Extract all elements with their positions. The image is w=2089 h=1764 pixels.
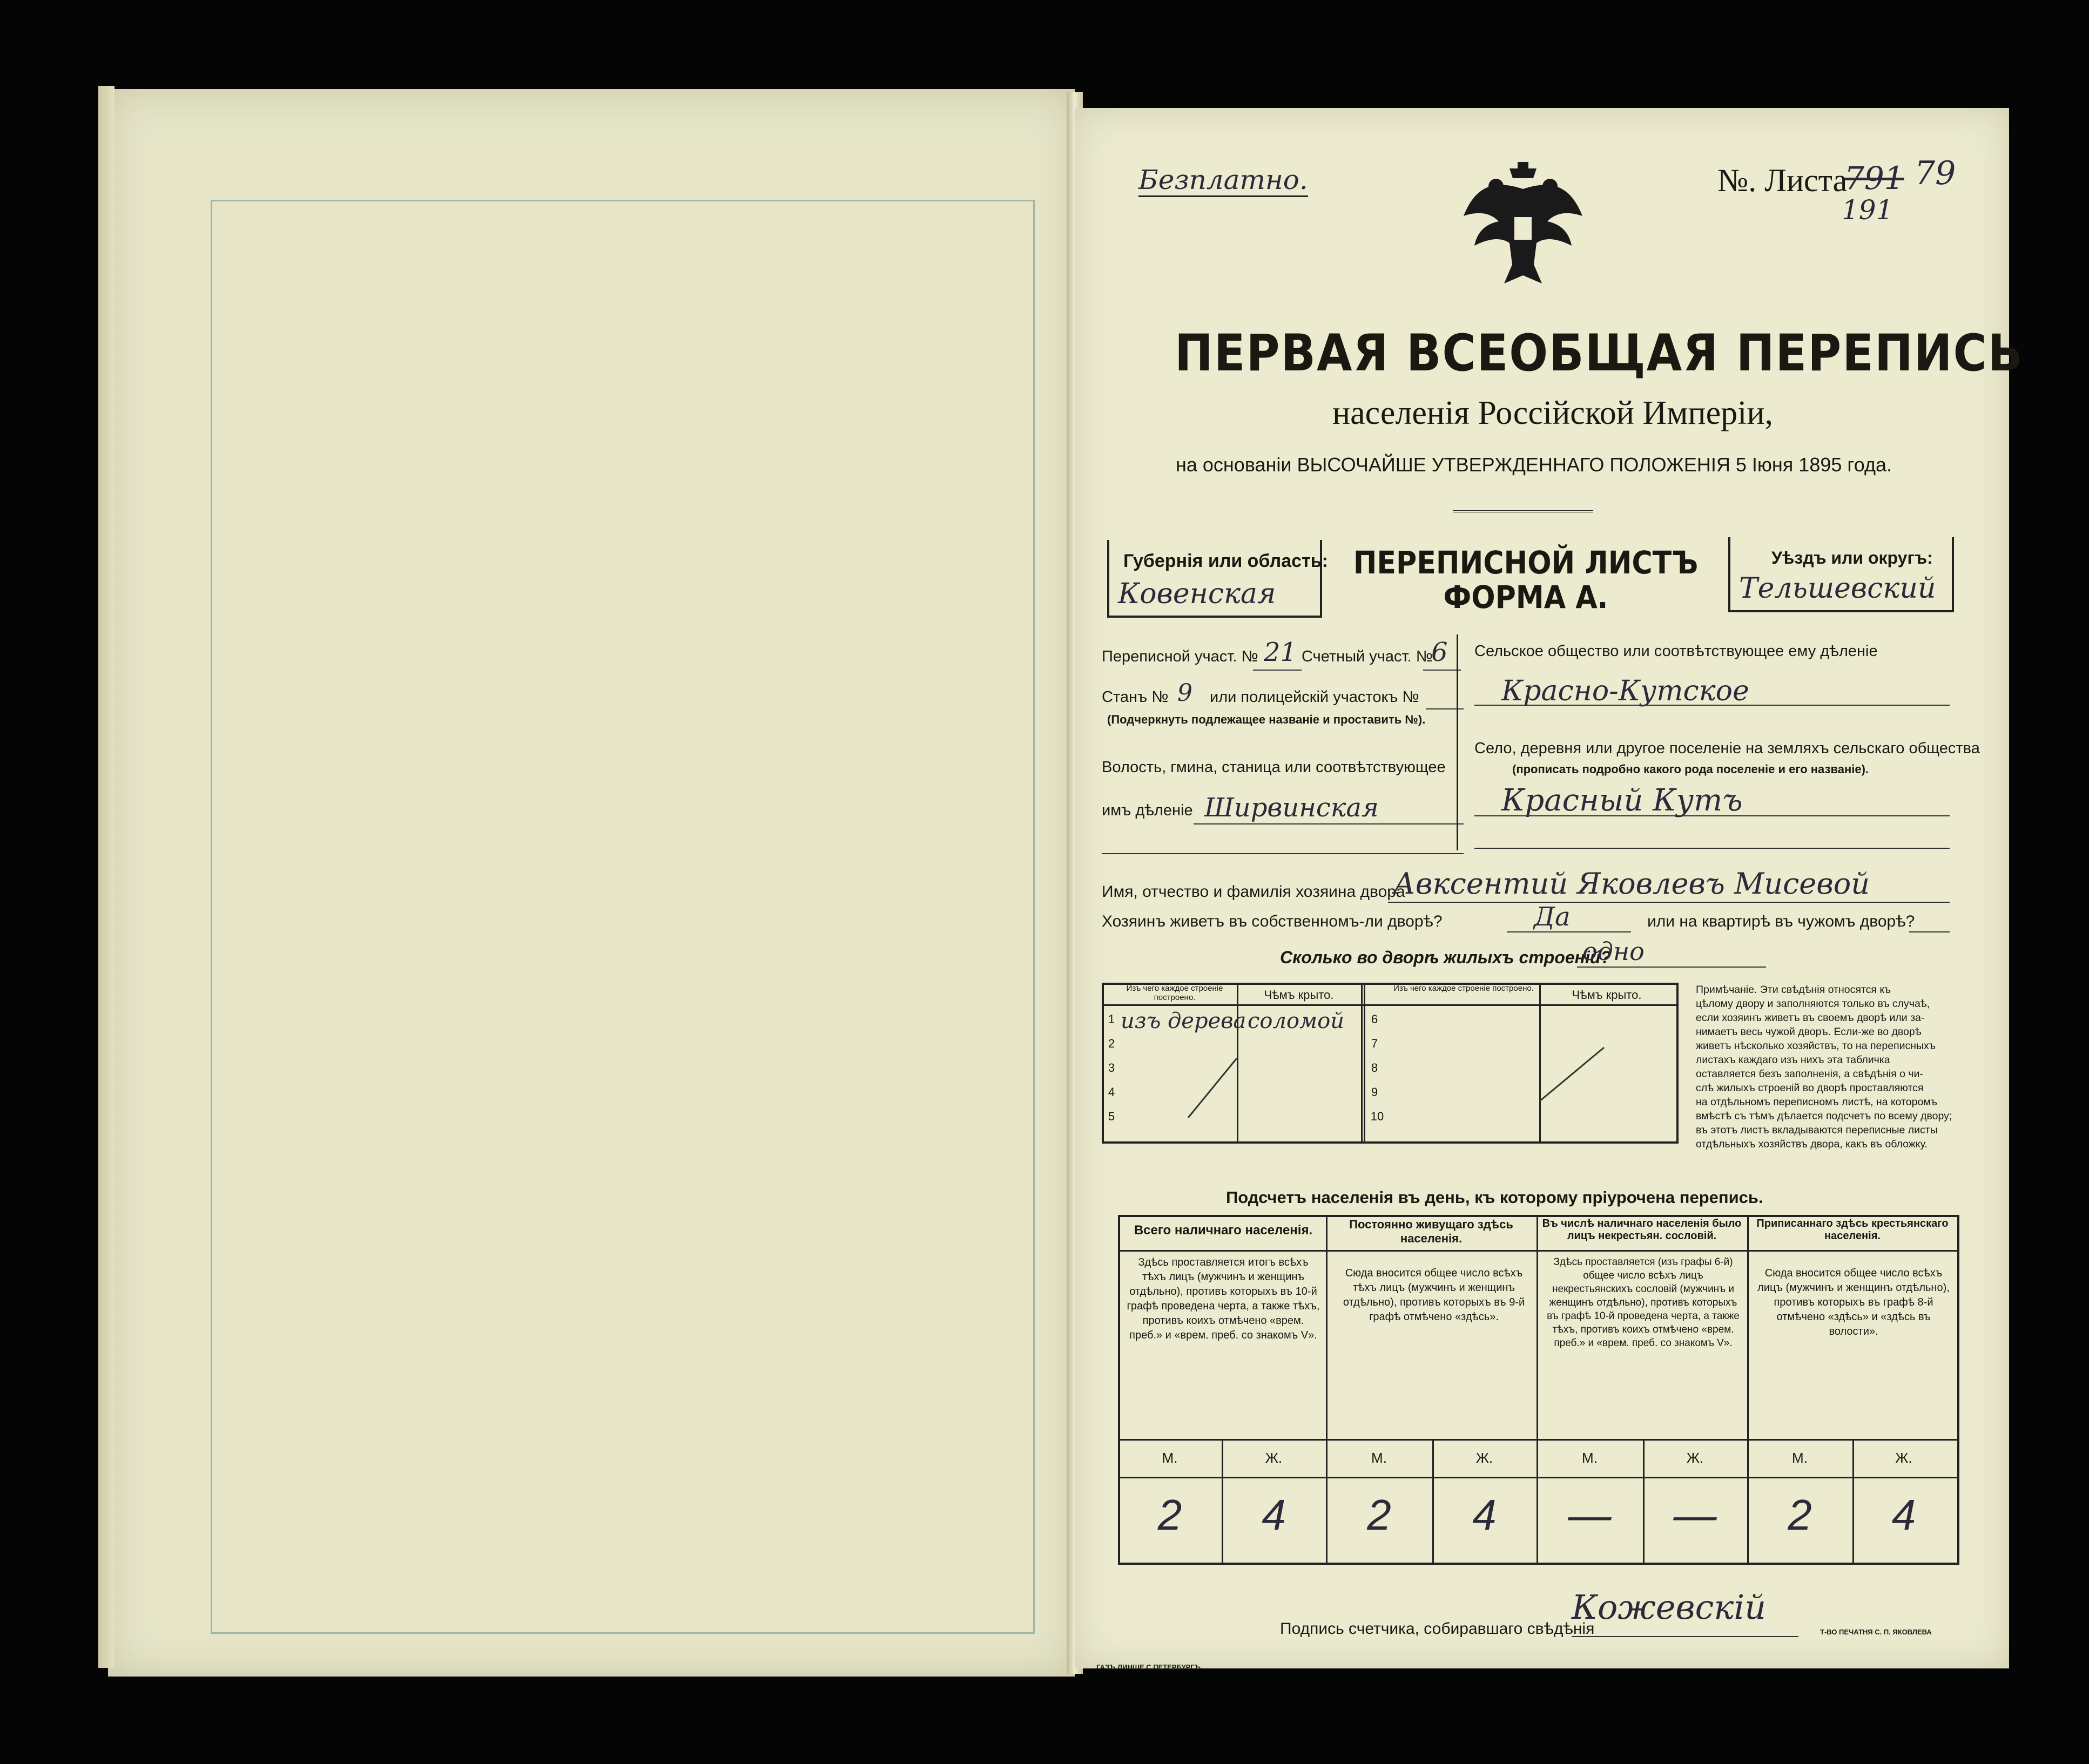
f-label: Ж. xyxy=(1265,1450,1283,1466)
village-note: (прописать подробно какого рода поселеніе и его названіе). xyxy=(1512,762,1869,776)
note-block: Примѣчаніе. Эти свѣдѣнія относятся къ цѣлому двору и заполняются только въ случаѣ, если хозяинъ живетъ въ своемъ дворѣ или за- нимаетъ весь чужой дворъ. Если-же во дворѣ живетъ нѣсколько хозяйствъ, то на переписныхъ листахъ каждаго изъ нихъ эта табличка оставляется безъ заполненія, а свѣдѣнія о чи- слѣ жилыхъ строеній во дворѣ проставляются на отдѣльномъ переписномъ листѣ, на которомъ вмѣстѣ съ тѣмъ дѣлается подсчетъ по всему двору; въ этотъ листъ вкладываются переписные листы отдѣльныхъ хозяйствъ двора, какъ въ обложку. xyxy=(1696,984,1952,1150)
pop-registered-f[interactable]: 4 xyxy=(1891,1491,1916,1539)
row-num: 7 xyxy=(1371,1037,1378,1050)
counting-district-label: Счетный участ. № xyxy=(1302,648,1433,665)
volost-label-2: имъ дѣленіе xyxy=(1102,802,1193,819)
volost-label: Волость, гмина, станица или соотвѣтствующее xyxy=(1102,759,1446,776)
owner-label: Имя, отчество и фамилія хозяина двора xyxy=(1102,883,1405,901)
village-label: Село, деревня или другое поселеніе на земляхъ сельскаго общества xyxy=(1474,740,1980,757)
col-material-right: Изъ чего каждое строеніе построено. xyxy=(1393,984,1534,993)
census-subtitle: населенія Россійской Имперіи, xyxy=(1332,395,1774,431)
sheet-sub-number: 191 xyxy=(1842,194,1893,226)
left-imprint: ГАЗЪ ЛИНШЕ С.ПЕТЕРБУРГЪ xyxy=(1096,1663,1201,1671)
own-house-label: Хозяинъ живетъ въ собственномъ-ли дворѣ? xyxy=(1102,913,1443,930)
census-district-value[interactable]: 21 xyxy=(1264,637,1297,667)
pop-nonpeasant-m[interactable]: — xyxy=(1568,1491,1612,1539)
census-sheet xyxy=(1075,108,2024,1671)
sheet-number-label: №. Листа xyxy=(1717,163,1848,198)
f-label: Ж. xyxy=(1895,1450,1912,1466)
left-page xyxy=(108,89,1075,1677)
pop-col3-head: Въ числѣ наличнаго населенія было лицъ некрестьян. сословій. xyxy=(1542,1218,1742,1242)
population-title: Подсчетъ населенія въ день, къ которому пріурочена перепись. xyxy=(1226,1188,1763,1207)
pop-col1-desc: Здѣсь проставляется итогъ всѣхъ тѣхъ лицъ (мужчинъ и женщинъ отдѣльно), противъ которыхъ въ 10-й графѣ проведена черта, а также тѣхъ, противъ коихъ отмѣчено «врем. преб.» и «врем. преб. со знакомъ V». xyxy=(1127,1256,1320,1341)
row-num: 3 xyxy=(1108,1061,1115,1074)
buildings-label: Сколько во дворѣ жилыхъ строеній? xyxy=(1280,948,1611,967)
pop-col2-desc: Сюда вносится общее число всѣхъ тѣхъ лицъ (мужчинъ и женщинъ отдѣльно), противъ которыхъ въ 9-й графѣ отмѣчено «здѣсь». xyxy=(1343,1267,1525,1323)
signature-value[interactable]: Кожевскій xyxy=(1572,1587,1767,1627)
right-imprint: Т-ВО ПЕЧАТНЯ С. П. ЯКОВЛЕВА xyxy=(1820,1628,1932,1636)
col-roof-left: Чѣмъ крыто. xyxy=(1264,988,1334,1002)
rent-label: или на квартирѣ въ чужомъ дворѣ? xyxy=(1647,913,1915,930)
stan-value[interactable]: 9 xyxy=(1177,679,1192,707)
pop-col4-head: Приписаннаго здѣсь крестьянскаго населенія. xyxy=(1756,1218,1949,1242)
m-label: М. xyxy=(1582,1450,1598,1466)
m-label: М. xyxy=(1371,1450,1387,1466)
pop-nonpeasant-f[interactable]: — xyxy=(1673,1491,1717,1539)
pop-col2-head: Постоянно живущаго здѣсь населенія. xyxy=(1349,1218,1513,1245)
strike-marks xyxy=(1167,1037,1663,1128)
free-label: Безплатно. xyxy=(1138,164,1308,197)
row-num: 4 xyxy=(1108,1085,1115,1099)
census-district-label: Переписной участ. № xyxy=(1102,648,1258,665)
police-label: или полицейскій участокъ № xyxy=(1210,688,1419,706)
society-label: Сельское общество или соотвѣтствующее ему дѣленіе xyxy=(1474,643,1878,660)
pop-col1-head: Всего наличнаго населенія. xyxy=(1134,1223,1313,1238)
m-label: М. xyxy=(1792,1450,1808,1466)
row-num: 8 xyxy=(1371,1061,1378,1074)
col-material-left: Изъ чего каждое строеніе построено. xyxy=(1126,984,1223,1002)
row-num: 6 xyxy=(1371,1012,1378,1026)
pop-total-m[interactable]: 2 xyxy=(1157,1491,1182,1539)
census-basis: на основаніи ВЫСОЧАЙШЕ УТВЕРЖДЕННАГО ПОЛОЖЕНІЯ 5 Іюня 1895 года. xyxy=(1175,454,1892,476)
sheet-number-crossed: 791 xyxy=(1844,160,1904,197)
stan-label: Станъ № xyxy=(1102,688,1169,706)
pop-permanent-m[interactable]: 2 xyxy=(1367,1491,1391,1539)
double-headed-eagle-icon xyxy=(1453,157,1593,297)
district-label: Уѣздъ или округъ: xyxy=(1771,548,1933,567)
row-num: 9 xyxy=(1371,1085,1378,1099)
ornament-divider xyxy=(1453,510,1593,512)
form-title: ФОРМА А. xyxy=(1443,579,1608,616)
village-value[interactable]: Красный Кутъ xyxy=(1501,783,1743,818)
col-roof-right: Чѣмъ крыто. xyxy=(1572,988,1642,1002)
m-label: М. xyxy=(1162,1450,1178,1466)
volost-value[interactable]: Ширвинская xyxy=(1204,793,1379,823)
province-value[interactable]: Ковенская xyxy=(1118,578,1276,610)
pop-permanent-f[interactable]: 4 xyxy=(1472,1491,1497,1539)
census-title: ПЕРВАЯ ВСЕОБЩАЯ ПЕРЕПИСЬ xyxy=(1175,324,2024,383)
pop-col3-desc: Здѣсь проставляется (изъ графы 6-й) общее число всѣхъ лицъ некрестьянскихъ сословій (мужчинъ и женщинъ отдѣльно), противъ которыхъ въ графѣ 10-й проведена черта, а также тѣхъ, противъ коихъ отмѣчено «врем. преб.» и «врем. преб. со знакомъ V». xyxy=(1547,1256,1740,1349)
district-value[interactable]: Тельшевский xyxy=(1739,572,1936,605)
pop-registered-m[interactable]: 2 xyxy=(1788,1491,1812,1539)
row-num: 10 xyxy=(1370,1110,1384,1123)
page-stack-edge xyxy=(98,86,114,1668)
row1-material[interactable]: изъ дерева xyxy=(1121,1009,1246,1033)
underline-note: (Подчеркнуть подлежащее названіе и проставить №). xyxy=(1107,713,1426,726)
owner-value[interactable]: Авксентий Яковлевъ Мисевой xyxy=(1393,867,1870,901)
sheet-title: ПЕРЕПИСНОЙ ЛИСТЪ xyxy=(1353,544,1699,581)
sheet-number: 79 xyxy=(1915,154,1956,192)
counting-district-value[interactable]: 6 xyxy=(1431,637,1448,667)
own-house-value[interactable]: Да xyxy=(1534,902,1571,932)
society-value[interactable]: Красно-Кутское xyxy=(1501,675,1749,707)
signature-label: Подпись счетчика, собиравшаго свѣдѣнія xyxy=(1280,1620,1595,1638)
buildings-value[interactable]: одно xyxy=(1582,937,1645,966)
pop-col4-desc: Сюда вносится общее число всѣхъ лицъ (мужчинъ и женщинъ отдѣльно), противъ которыхъ въ графѣ 8-й отмѣчено «здѣсь» и «здѣсь въ волости». xyxy=(1757,1267,1950,1337)
row-num: 1 xyxy=(1108,1012,1115,1026)
province-label: Губернія или область: xyxy=(1123,551,1328,571)
f-label: Ж. xyxy=(1475,1450,1493,1466)
f-label: Ж. xyxy=(1686,1450,1704,1466)
row-num: 2 xyxy=(1108,1037,1115,1050)
pop-total-f[interactable]: 4 xyxy=(1262,1491,1286,1539)
row1-roof[interactable]: соломой xyxy=(1248,1009,1345,1033)
row-num: 5 xyxy=(1108,1110,1115,1123)
faint-table-grid xyxy=(211,200,1035,1634)
